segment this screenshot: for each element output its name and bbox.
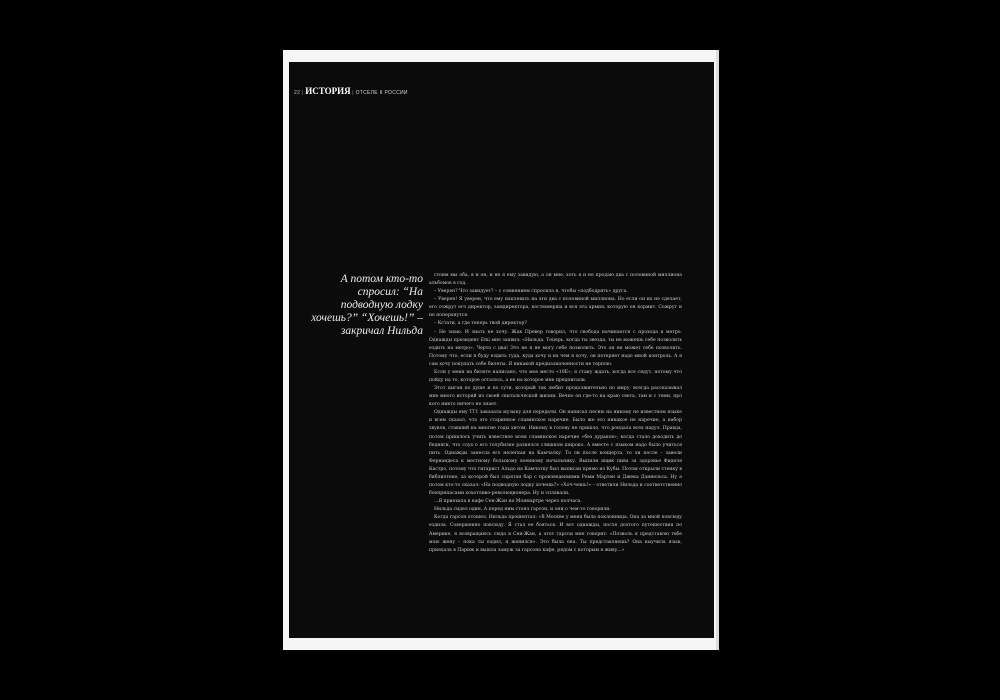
page-number: 22 (294, 90, 301, 96)
page-edge (716, 50, 719, 650)
header-separator: | (352, 90, 354, 96)
scanned-page (283, 50, 719, 650)
article-paragraph: Этот цыган по душе и по сути, который так любит продолжительно по миру, всегда рассказывал мне много историй из своей скитальческой жизни. Вечно он где-то на краю света, там и с теми, про кого никто ничего не знает. (429, 386, 682, 408)
article-paragraph: – Уверен? Что завидует? – с сомнением спросила я, чтобы «подбодрить» друга. (434, 289, 628, 295)
header-separator: | (301, 90, 304, 96)
pull-quote: А потом кто-то спросил: “На подводную лодку хочешь?” “Хочешь!” – закричал Нильда (311, 273, 423, 337)
article-body (429, 272, 682, 555)
article-paragraph: – Уверен! Я уверен, что ему наплевать на эти два с половиной миллиона. Но если он их не сделает, его сожрут его директор, замдиректора, костюмерша и вся эта армия, которую он кормит. Сожрут и не поперхнутся. (429, 297, 682, 319)
article-paragraph: – Не знаю. И знать не хочу. Жак Превер говорил, что свобода начинается с прохода в метро. Однажды президент Еmi мне заявил: «Нильда. Теперь, когда ты звезда, ты не можешь себе позволить ездить на метро». Черта с два! Это не я не могу себе позволить. Это он не может себе позволить. Потому что, если я буду ездить туда, куда хочу и на чем я хочу, он потеряет надо мной контроль. А я сам хочу покупать себе билеты. Я никакой предназначенности не терплю. (429, 329, 682, 367)
article-paragraph: Однажды ему ТТ1 заказала музыку для передачи. Он написал песню на никому не известном языке и всем сказал, что это старинное славянское наречие. Было же это никакое не наречие, а набор звуков, ставший на многие годы хитом. Никому в голову не пришло, что рондала всех надул. Правда, потом пришлось учить известное всем славянское наречие «без дураков», когда стало доходить до бедняги, что слух о его голубизне разнялся слишком широко. А вместе с языком надо было учиться пить. Однажды занесла его нелегкая на Камчатку. То ли после концерта, то ли после – завели Фернандеса к местному большому военному начальнику. Выпили ящик пива за здоровье Фиделя Кастро, потому что гитарист Альдо на Камчатку был выписан прямо из Кубы. Потом открыли стенку в библиотеке, за которой был спрятан бар с произведениями Реми Мартен и Джека Дэниельса. Ну а потом кто-то сказал: «На подводную лодку хочешь?» «Хоч-чешь!» – ответили Нильда и соответственно боеприпасами хохотливо-революционера. Ну и сплавали. (429, 410, 682, 497)
article-paragraph: Когда гарсон отошел, Нильда прошептал: «В Москве у меня была поклонница. Она за мной повсюду ездила. Совершенно повсюду. Я стал ее бояться. И вот однажды, после долгого путешествия по Америке, я возвращаюсь сюда в Сен-Жан, а этот гарсон мне говорит: «Позволь я представлю тебе мою жену – пока ты ездил, я женился». Это была она. Ты представляешь? Она выучила язык, приехала в Париж и вышла замуж за гарсона кафе, рядом с которым я живу...» (429, 515, 682, 553)
article-paragraph: – Кстати, а где теперь твой директор? (434, 321, 527, 327)
page-header (294, 86, 408, 96)
article-paragraph: Если у меня на билете написано, что мое место «10Е», я стану ждать, когда все сядут, потому что пойду на то, которое осталось, а не на которое мне предписали. (429, 369, 682, 384)
magazine-page (289, 62, 714, 638)
subsection-title: ОТСЕЛЕ К РОССИИ (355, 90, 408, 96)
article-paragraph: стоим мы оба, я и он, и не я ему завидую, а он мне, хоть я и не продаю два с половиной миллиона альбомов в год. (429, 273, 682, 287)
section-title: ИСТОРИЯ (305, 86, 351, 96)
article-paragraph: ...Я приехала в кафе Сен-Жан на Монмартре через полчаса. (434, 499, 582, 505)
article-paragraph: Нильда сидел один. А перед ним стоял гарсон, и они о чем-то говорили. (434, 507, 611, 513)
